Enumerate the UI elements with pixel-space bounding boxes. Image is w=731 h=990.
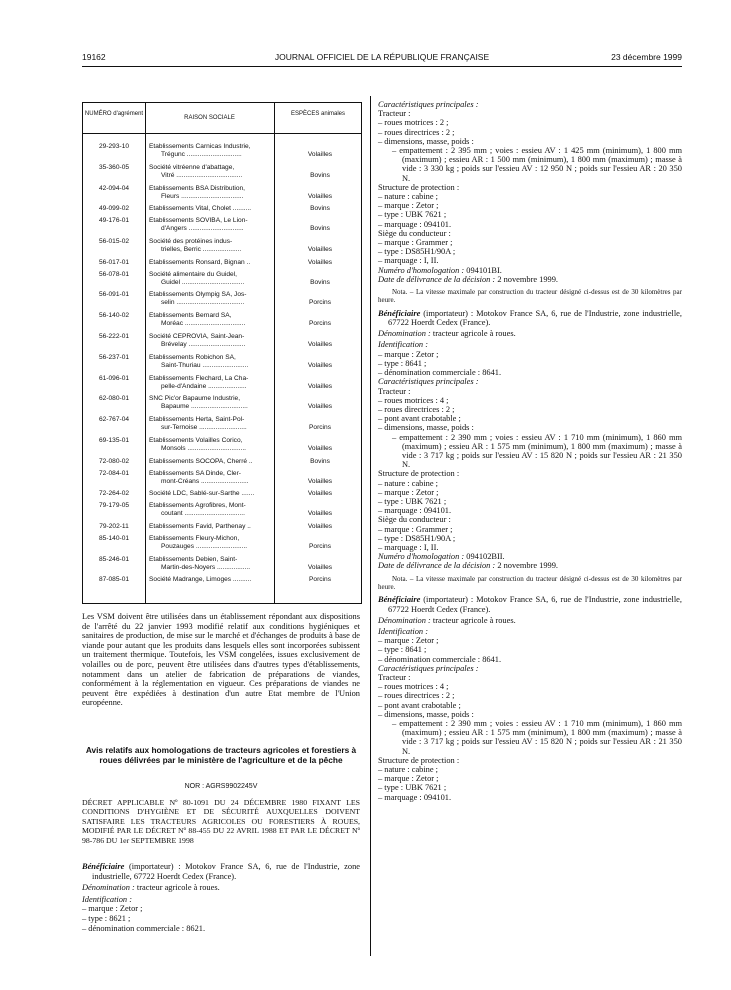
raison-sociale-line: SNC Pic'or Bapaume Industrie, <box>149 395 241 403</box>
espece-animale: Bovins <box>310 205 330 213</box>
date-line <box>378 275 682 284</box>
page-header <box>82 52 682 64</box>
table-row <box>83 185 361 205</box>
raison-sociale-line: Etablissements SOCOPA, Cherré .. <box>149 457 253 465</box>
agrement-number: 79-202-11 <box>99 523 129 530</box>
table-row <box>83 205 361 216</box>
beneficiaire-line <box>378 309 682 327</box>
ident-line: – type : 8641 ; <box>378 645 427 655</box>
ident-line: – marque : Zetor ; <box>82 904 143 914</box>
siege-line: – marque : Grammer ; <box>378 524 453 534</box>
espece-animale: Volailles <box>307 151 333 158</box>
structure-label: Structure de protection : <box>378 755 460 765</box>
beneficiaire-label: Bénéficiaire <box>378 595 421 605</box>
raison-sociale <box>149 556 274 572</box>
journal-title: JOURNAL OFFICIEL DE LA RÉPUBLIQUE FRANÇAISE <box>274 52 490 62</box>
agrement-number: 56-237-01 <box>98 353 130 361</box>
col-header-raison: RAISON SOCIALE <box>184 115 235 121</box>
table-row <box>83 458 361 469</box>
spec-line: – dimensions, masse, poids : <box>378 423 474 433</box>
raison-sociale-line: Pouzauges ............................ <box>161 542 248 550</box>
raison-sociale-line: Moréac ................................. <box>161 320 246 328</box>
issue-date: 23 décembre 1999 <box>611 52 682 62</box>
carac-label: Caractéristiques principales : <box>378 100 479 109</box>
table-row <box>83 143 361 163</box>
raison-sociale-line: Etablissements Volailles Corico, <box>149 437 243 444</box>
agrement-number: 42-094-04 <box>98 184 130 192</box>
agrement-number: 72-080-02 <box>98 457 130 465</box>
denomination-line <box>378 616 682 625</box>
raison-sociale-line: Etablissements Flechard, La Cha- <box>149 374 249 382</box>
denomination-line <box>82 883 360 893</box>
agrement-number: 85-140-01 <box>98 534 130 542</box>
raison-sociale-line: Etablissements Herta, Saint-Pol- <box>149 416 245 424</box>
table-row <box>83 556 361 576</box>
raison-sociale-line: Société alimentaire du Guidel, <box>149 270 237 278</box>
espece-animale: Bovins <box>310 278 330 286</box>
table-row <box>83 312 361 332</box>
espece-animale: Volailles <box>307 192 333 200</box>
homologation-value: 094102BII. <box>464 552 505 562</box>
raison-sociale <box>149 502 274 518</box>
espece-animale: Volailles <box>307 490 333 498</box>
table-row <box>83 333 361 353</box>
table-row <box>83 271 361 291</box>
raison-sociale-line: Etablissements Debien, Saint- <box>149 555 238 563</box>
structure-line: – marque : Zetor ; <box>378 487 439 497</box>
siege-line: – marquage : I, II. <box>378 542 439 552</box>
homologation-value: 094101BI. <box>464 265 502 275</box>
raison-sociale-line: Etablissements Robichon SA, <box>149 353 236 361</box>
raison-sociale-line: Société Madrange, Limoges .......... <box>149 576 252 584</box>
table-row <box>83 470 361 490</box>
raison-sociale <box>149 523 274 531</box>
ident-line: – marque : Zetor ; <box>378 636 439 646</box>
raison-sociale-line: Etablissements Agrofibres, Mont- <box>149 502 246 510</box>
espece-animale: Bovins <box>310 171 330 179</box>
beneficiaire-label: Bénéficiaire <box>378 308 421 318</box>
table-row <box>83 291 361 311</box>
structure-line: – marquage : 094101. <box>378 219 452 229</box>
table-row <box>83 535 361 555</box>
raison-sociale <box>149 535 274 551</box>
raison-sociale <box>149 271 274 287</box>
raison-sociale-line: Guidel .................................. <box>161 278 245 286</box>
denomination-label: Dénomination : <box>378 615 431 625</box>
spec-line: – dimensions, masse, poids : <box>378 136 474 146</box>
agrement-number: 56-017-01 <box>98 258 130 266</box>
raison-sociale-line: Etablissements Bernard SA, <box>149 312 232 320</box>
vsm-paragraph: Les VSM doivent être utilisées dans un établissement répondant aux dispositions de l'arrêté du 22 janvier 1993 modifié relatif aux conditions hygiéniques et sanitaires de production, de mise sur le marché et d'échanges de produits à base de viande pour autant que les produits dans lesquels elles sont incorporées subissent un traitement thermique. Toutefois, les VSM congelées, issues exclusivement de volailles ou de porc, peuvent être utilisées dans d'autres types d'établissements, notamment dans un atelier de fabrication de préparations de viandes, conformément à la réglementation en vigueur. Ces préparations de viandes ne peuvent être expédiées à destination d'un autre Etat membre de l'Union européenne. <box>82 612 360 708</box>
ident-line: – dénomination commerciale : 8621. <box>82 923 206 933</box>
raison-sociale-line: mont-Créans .......................... <box>161 477 249 485</box>
homologation-label: Numéro d'homologation : <box>378 265 465 275</box>
raison-sociale-line: Monsols ................................ <box>161 445 247 452</box>
ident-line: – marque : Zetor ; <box>378 349 439 359</box>
agrement-number: 56-015-02 <box>98 238 130 245</box>
espece-animale: Volailles <box>307 523 333 530</box>
espece-animale: Volailles <box>307 477 333 485</box>
header-rule <box>82 66 682 67</box>
agrement-number: 56-222-01 <box>98 333 130 340</box>
table-row <box>83 375 361 395</box>
agrement-number: 56-140-02 <box>98 312 130 320</box>
date-line <box>378 561 682 570</box>
table-row <box>83 217 361 237</box>
raison-sociale <box>149 164 274 180</box>
structure-line: – type : UBK 7621 ; <box>378 496 447 506</box>
spec-line: – roues directrices : 2 ; <box>378 404 455 414</box>
raison-sociale <box>149 416 274 432</box>
raison-sociale-line: Brévelay ............................... <box>161 341 246 348</box>
raison-sociale-line: Trégunc .............................. <box>161 151 242 158</box>
agrement-number: 62-080-01 <box>98 395 130 403</box>
col-header-numero: NUMÉRO d'agrément <box>84 111 144 117</box>
nota-note: Nota. – La vitesse maximale par construction du tracteur désigné ci-dessus est de 30 kilomètres par heure. <box>378 574 682 591</box>
siege-label: Siège du conducteur : <box>378 228 451 238</box>
raison-sociale-line: Saint-Thuriau ......................... <box>161 361 249 369</box>
agrement-number: 87-085-01 <box>98 576 130 584</box>
espece-animale: Porcins <box>309 320 331 328</box>
agrement-number: 61-096-01 <box>98 374 130 382</box>
agrement-number: 49-176-01 <box>98 217 130 225</box>
espece-animale: Porcins <box>309 424 331 432</box>
raison-sociale <box>149 395 274 411</box>
empattement-line: – empattement : 2 395 mm ; voies : essieu AV : 1 425 mm (minimum), 1 800 mm (maximum) ; essieu AR : 1 500 mm (minimum), 1 800 mm (maximum) ; masse à vide : 3 330 kg ; poids sur l'essieu AV : 12 950 N ; poids sur l'essieu AR : 20 350 N. <box>392 146 682 183</box>
espece-animale: Volailles <box>307 510 333 518</box>
beneficiaire-text: (importateur) : Motokov France SA, 6, rue de l'Industrie, zone industrielle, 67722 Hoerdt Cedex (France). <box>92 862 360 881</box>
beneficiaire-text: (importateur) : Motokov France SA, 6, rue de l'Industrie, zone industrielle, 67722 Hoerdt Cedex (France). <box>388 308 682 328</box>
carac-label: Caractéristiques principales : <box>378 377 479 387</box>
espece-animale: Volailles <box>307 382 333 390</box>
spec-line: – pont avant crabotable ; <box>378 700 461 710</box>
table-header-rule <box>83 133 361 134</box>
table-row <box>83 523 361 534</box>
denomination-text: tracteur agricole à roues. <box>430 329 516 339</box>
table-row <box>83 238 361 258</box>
siege-line: – marquage : I, II. <box>378 256 439 266</box>
ident-line: – type : 8621 ; <box>82 913 131 923</box>
nota-note: Nota. – La vitesse maximale par construction du tracteur désigné ci-dessus est de 30 kilomètres par heure. <box>378 288 682 305</box>
structure-line: – nature : cabine ; <box>378 765 438 775</box>
siege-line: – marque : Grammer ; <box>378 238 453 248</box>
raison-sociale-line: Société LDC, Sablé-sur-Sarthe ....... <box>149 490 255 498</box>
agrement-number: 35-360-05 <box>98 163 130 171</box>
raison-sociale <box>149 312 274 328</box>
agrement-number: 56-078-01 <box>98 270 130 278</box>
raison-sociale-line: Etablissements SOVIBA, Le Lion- <box>149 217 248 225</box>
espece-animale: Bovins <box>310 457 330 465</box>
homologation-label: Numéro d'homologation : <box>378 552 465 562</box>
tracteur-label: Tracteur : <box>378 673 411 682</box>
table-row <box>83 259 361 270</box>
ident-line: – dénomination commerciale : 8641. <box>378 368 502 378</box>
agrement-number: 62-767-04 <box>98 416 130 424</box>
spec-line: – dimensions, masse, poids : <box>378 709 474 719</box>
identification-label: Identification : <box>378 340 429 350</box>
date-label: Date de délivrance de la décision : <box>378 274 496 284</box>
date-label: Date de délivrance de la décision : <box>378 561 496 571</box>
denomination-text: tracteur agricole à roues. <box>134 883 220 893</box>
table-row <box>83 502 361 522</box>
structure-line: – type : UBK 7621 ; <box>378 783 447 793</box>
raison-sociale-line: trielles, Berric ..................... <box>161 246 242 253</box>
raison-sociale <box>149 143 274 159</box>
structure-line: – nature : cabine ; <box>378 478 438 488</box>
denomination-text: tracteur agricole à roues. <box>430 615 516 625</box>
agrement-table <box>82 102 362 604</box>
raison-sociale <box>149 458 274 466</box>
raison-sociale-line: sur-Ternoise .......................... <box>161 424 247 432</box>
espece-animale: Volailles <box>307 403 333 411</box>
agrement-number: 56-091-01 <box>98 291 130 299</box>
siege-line: – type : DS85H1/90A ; <box>378 247 456 257</box>
column-divider <box>370 96 371 956</box>
raison-sociale <box>149 375 274 391</box>
agrement-number: 85-246-01 <box>98 555 130 563</box>
spec-line: – pont avant crabotable ; <box>378 414 461 424</box>
beneficiaire-text: (importateur) : Motokov France SA, 6, rue de l'Industrie, zone industrielle, 67722 Hoerdt Cedex (France). <box>388 595 682 614</box>
espece-animale: Volailles <box>307 258 333 266</box>
raison-sociale <box>149 291 274 307</box>
structure-line: – type : UBK 7621 ; <box>378 210 447 220</box>
raison-sociale-line: Etablissements Ronsard, Bignan .. <box>149 258 251 266</box>
raison-sociale-line: Etablissements Carnicas Industrie, <box>149 143 251 150</box>
raison-sociale-line: pelle-d'Andaine ..................... <box>161 382 247 390</box>
table-row <box>83 437 361 457</box>
date-value: 2 novembre 1999. <box>495 561 559 571</box>
structure-label: Structure de protection : <box>378 182 460 192</box>
structure-line: – marque : Zetor ; <box>378 201 439 211</box>
ident-line: – type : 8641 ; <box>378 358 427 368</box>
raison-sociale <box>149 205 274 213</box>
raison-sociale-line: Etablissements Fleury-Michon, <box>149 534 240 542</box>
structure-line: – nature : cabine ; <box>378 192 438 202</box>
raison-sociale-line: Société des protéines indus- <box>149 238 233 245</box>
empattement-line: – empattement : 2 390 mm ; voies : essieu AV : 1 710 mm (minimum), 1 860 mm (maximum) ; essieu AR : 1 575 mm (minimum), 1 800 mm (maximum) ; masse à vide : 3 717 kg ; poids sur l'essieu AV : 15 820 N ; poids sur l'essieu AR : 21 350 N. <box>392 719 682 756</box>
homologation-line <box>378 552 682 561</box>
raison-sociale <box>149 576 274 584</box>
beneficiaire-line <box>378 595 682 613</box>
espece-animale: Bovins <box>310 225 330 233</box>
espece-animale: Volailles <box>307 563 333 571</box>
empattement-line: – empattement : 2 390 mm ; voies : essieu AV : 1 710 mm (minimum), 1 860 mm (maximum) ; essieu AR : 1 575 mm (minimum), 1 800 mm (maximum) ; masse à vide : 3 717 kg ; poids sur l'essieu AV : 15 820 N ; poids sur l'essieu AR : 21 350 N. <box>392 432 682 470</box>
raison-sociale-line: Société vitréenne d'abattage, <box>149 163 235 171</box>
raison-sociale <box>149 259 274 267</box>
tracteur-label: Tracteur : <box>378 386 411 396</box>
raison-sociale-line: Etablissements Vital, Cholet .......... <box>149 205 252 213</box>
carac-label: Caractéristiques principales : <box>378 663 479 673</box>
tracteur-label: Tracteur : <box>378 109 411 119</box>
raison-sociale <box>149 437 274 453</box>
espece-animale: Porcins <box>309 542 331 550</box>
page-number: 19162 <box>82 52 106 62</box>
espece-animale: Volailles <box>307 361 333 369</box>
raison-sociale-line: Etablissements BSA Distribution, <box>149 184 246 192</box>
espece-animale: Porcins <box>309 576 331 584</box>
raison-sociale <box>149 470 274 486</box>
col-header-especes: ESPÈCES animales <box>290 111 346 117</box>
denomination-label: Dénomination : <box>378 329 431 339</box>
raison-sociale-line: Fleurs .................................. <box>161 192 244 200</box>
agrement-number: 69-135-01 <box>98 437 130 444</box>
agrement-number: 72-084-01 <box>98 469 130 477</box>
siege-line: – type : DS85H1/90A ; <box>378 533 456 543</box>
raison-sociale-line: Vitré .................................... <box>161 171 243 179</box>
raison-sociale-line: Société CEPROVIA, Saint-Jean- <box>149 333 245 340</box>
raison-sociale <box>149 217 274 233</box>
agrement-number: 49-099-02 <box>98 205 130 213</box>
raison-sociale <box>149 185 274 201</box>
homologation-line <box>378 266 682 275</box>
structure-line: – marquage : 094101. <box>378 792 452 802</box>
raison-sociale-line: Etablissements SA Dinde, Cler- <box>149 469 241 477</box>
structure-label: Structure de protection : <box>378 469 460 479</box>
table-row <box>83 416 361 436</box>
espece-animale: Volailles <box>307 341 333 348</box>
denomination-line <box>378 329 682 338</box>
beneficiaire-line <box>82 862 360 881</box>
spec-line: – roues motrices : 2 ; <box>378 118 449 128</box>
identification-label: Identification : <box>378 626 429 636</box>
nor-reference: NOR : AGRS9902245V <box>184 783 258 790</box>
raison-sociale-line: Etablissements Olympig SA, Jos- <box>149 291 247 299</box>
raison-sociale <box>149 238 274 254</box>
raison-sociale-line: Martin-des-Noyers .................. <box>161 563 251 571</box>
table-row <box>83 490 361 501</box>
spec-line: – roues directrices : 2 ; <box>378 127 455 137</box>
table-row <box>83 354 361 374</box>
agrement-number: 79-179-05 <box>98 502 130 510</box>
date-value: 2 novembre 1999. <box>495 274 559 284</box>
avis-heading: Avis relatifs aux homologations de tracteurs agricoles et forestiers à roues délivrées par le ministère de l'agriculture et de la pêche <box>85 745 357 765</box>
espece-animale: Volailles <box>307 445 333 452</box>
structure-line: – marquage : 094101. <box>378 506 452 516</box>
raison-sociale-line: Etablissements Favid, Parthenay .. <box>149 523 251 530</box>
decret-heading: DÉCRET APPLICABLE Nº 80-1091 DU 24 DÉCEMBRE 1980 FIXANT LES CONDITIONS D'HYGIÈNE ET DE SÉCURITÉ AUXQUELLES DOIVENT SATISFAIRE LES TRACTEURS AGRICOLES OU FORESTIERS À ROUES, MODIFIÉ PAR LE DÉCRET Nº 88-455 DU 22 AVRIL 1988 ET PAR LE DÉCRET Nº 98-786 DU 1er SEPTEMBRE 1998 <box>82 798 360 845</box>
identification-label: Identification : <box>82 894 133 904</box>
agrement-number: 72-264-02 <box>98 490 130 498</box>
table-row <box>83 576 361 587</box>
spec-line: – roues motrices : 4 ; <box>378 395 449 405</box>
denomination-label: Dénomination : <box>82 883 135 893</box>
table-row <box>83 395 361 415</box>
agrement-number: 29-293-10 <box>98 143 130 150</box>
raison-sociale-line: d'Angers .............................. <box>161 225 244 233</box>
spec-line: – roues directrices : 2 ; <box>378 691 455 701</box>
espece-animale: Porcins <box>309 299 331 307</box>
raison-sociale-line: selin ..................................... <box>161 299 245 307</box>
raison-sociale <box>149 490 274 498</box>
right-column <box>378 100 682 802</box>
espece-animale: Volailles <box>307 246 333 253</box>
siege-label: Siège du conducteur : <box>378 515 451 525</box>
raison-sociale-line: Bapaume ............................... <box>161 403 248 411</box>
structure-line: – marque : Zetor ; <box>378 774 439 784</box>
ident-line: – dénomination commerciale : 8641. <box>378 654 502 664</box>
spec-line: – roues motrices : 4 ; <box>378 682 449 692</box>
beneficiaire-label: Bénéficiaire <box>82 862 125 871</box>
left-tractor-entry <box>82 862 360 933</box>
raison-sociale <box>149 333 274 349</box>
raison-sociale <box>149 354 274 370</box>
raison-sociale-line: coutant ................................. <box>161 510 245 518</box>
table-row <box>83 164 361 184</box>
